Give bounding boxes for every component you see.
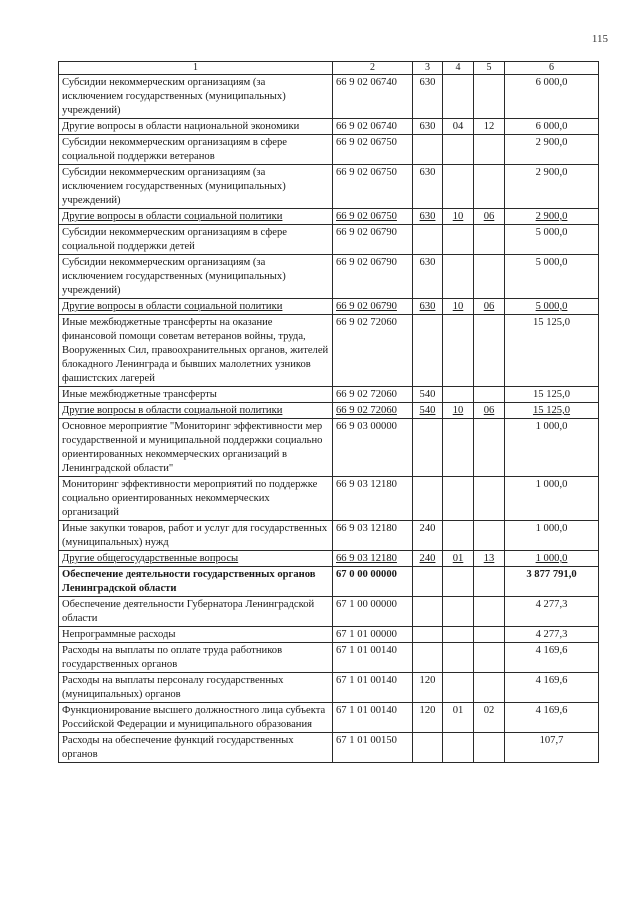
table-row — [59, 209, 599, 225]
row-col4-cell — [443, 135, 474, 165]
table-row — [59, 75, 599, 119]
row-col3-cell: 540 — [413, 387, 443, 403]
row-col3-cell: 240 — [413, 551, 443, 567]
budget-table — [58, 61, 599, 763]
row-col4-cell: 04 — [443, 119, 474, 135]
row-amount-cell: 1 000,0 — [505, 551, 599, 567]
row-amount-cell: 107,7 — [505, 733, 599, 763]
row-name-cell: Обеспечение деятельности Губернатора Ленинградской области — [59, 597, 333, 627]
table-row — [59, 643, 599, 673]
row-col5-cell: 06 — [474, 299, 505, 315]
row-col4-cell — [443, 255, 474, 299]
header-cell: 2 — [333, 62, 413, 75]
table-row — [59, 135, 599, 165]
row-col3-cell — [413, 627, 443, 643]
row-amount-cell: 5 000,0 — [505, 225, 599, 255]
row-col3-cell: 120 — [413, 673, 443, 703]
row-code-cell: 66 9 02 06750 — [333, 165, 413, 209]
row-col4-cell: 10 — [443, 403, 474, 419]
row-col5-cell: 12 — [474, 119, 505, 135]
row-col3-cell: 630 — [413, 75, 443, 119]
row-code-cell: 66 9 02 06740 — [333, 75, 413, 119]
row-code-cell: 66 9 02 06740 — [333, 119, 413, 135]
table-row — [59, 521, 599, 551]
row-col5-cell — [474, 733, 505, 763]
row-name-cell: Основное мероприятие "Мониторинг эффективности мер государственной и муниципальной поддержки социально ориентированных некоммерческих организаций в Ленинградской области" — [59, 419, 333, 477]
header-cell: 6 — [505, 62, 599, 75]
row-amount-cell: 4 277,3 — [505, 627, 599, 643]
row-col5-cell: 02 — [474, 703, 505, 733]
row-name-cell: Расходы на выплаты по оплате труда работников государственных органов — [59, 643, 333, 673]
row-name-cell: Непрограммные расходы — [59, 627, 333, 643]
row-code-cell: 66 9 03 12180 — [333, 551, 413, 567]
row-col3-cell: 630 — [413, 119, 443, 135]
header-cell: 1 — [59, 62, 333, 75]
row-code-cell: 66 9 02 72060 — [333, 315, 413, 387]
row-name-cell: Обеспечение деятельности государственных органов Ленинградской области — [59, 567, 333, 597]
row-name-cell: Другие вопросы в области национальной экономики — [59, 119, 333, 135]
row-col4-cell — [443, 521, 474, 551]
row-amount-cell: 1 000,0 — [505, 419, 599, 477]
row-col4-cell — [443, 643, 474, 673]
row-name-cell: Функционирование высшего должностного лица субъекта Российской Федерации и муниципального образования — [59, 703, 333, 733]
header-row — [59, 62, 599, 75]
table-row — [59, 299, 599, 315]
row-code-cell: 67 1 01 00150 — [333, 733, 413, 763]
row-name-cell: Другие вопросы в области социальной политики — [59, 299, 333, 315]
row-name-cell: Расходы на обеспечение функций государственных органов — [59, 733, 333, 763]
row-col5-cell — [474, 225, 505, 255]
row-col3-cell — [413, 419, 443, 477]
row-code-cell: 66 9 03 00000 — [333, 419, 413, 477]
row-name-cell: Субсидии некоммерческим организациям (за исключением государственных (муниципальных) учреждений) — [59, 75, 333, 119]
row-amount-cell: 4 169,6 — [505, 643, 599, 673]
table-row — [59, 673, 599, 703]
row-amount-cell: 15 125,0 — [505, 387, 599, 403]
row-code-cell: 67 1 01 00140 — [333, 703, 413, 733]
row-code-cell: 66 9 02 06790 — [333, 299, 413, 315]
row-col3-cell: 240 — [413, 521, 443, 551]
table-row — [59, 477, 599, 521]
row-col3-cell — [413, 225, 443, 255]
row-amount-cell: 1 000,0 — [505, 477, 599, 521]
row-name-cell: Другие общегосударственные вопросы — [59, 551, 333, 567]
row-col4-cell — [443, 567, 474, 597]
row-col5-cell: 13 — [474, 551, 505, 567]
table-row — [59, 567, 599, 597]
table-row — [59, 225, 599, 255]
row-col5-cell — [474, 627, 505, 643]
row-name-cell: Иные межбюджетные трансферты на оказание финансовой помощи советам ветеранов войны, труда, Вооруженных Сил, правоохранительных органов, жителей блокадного Ленинграда и бывших малолетних узников фашистских лагерей — [59, 315, 333, 387]
row-col3-cell: 630 — [413, 299, 443, 315]
table-row — [59, 419, 599, 477]
row-col5-cell — [474, 255, 505, 299]
row-col5-cell — [474, 165, 505, 209]
row-col5-cell — [474, 315, 505, 387]
row-col5-cell: 06 — [474, 403, 505, 419]
row-col5-cell — [474, 673, 505, 703]
row-col5-cell — [474, 643, 505, 673]
row-amount-cell: 15 125,0 — [505, 315, 599, 387]
row-amount-cell: 15 125,0 — [505, 403, 599, 419]
table-row — [59, 165, 599, 209]
row-col3-cell — [413, 315, 443, 387]
row-col3-cell — [413, 733, 443, 763]
row-col4-cell: 01 — [443, 551, 474, 567]
row-code-cell: 66 9 02 72060 — [333, 403, 413, 419]
row-name-cell: Другие вопросы в области социальной политики — [59, 403, 333, 419]
row-amount-cell: 5 000,0 — [505, 255, 599, 299]
row-col5-cell — [474, 135, 505, 165]
row-code-cell: 66 9 02 06750 — [333, 135, 413, 165]
row-col4-cell: 01 — [443, 703, 474, 733]
row-col4-cell — [443, 419, 474, 477]
row-col3-cell — [413, 567, 443, 597]
row-name-cell: Иные межбюджетные трансферты — [59, 387, 333, 403]
row-code-cell: 66 9 03 12180 — [333, 477, 413, 521]
row-col4-cell — [443, 673, 474, 703]
row-name-cell: Субсидии некоммерческим организациям в сфере социальной поддержки ветеранов — [59, 135, 333, 165]
row-col3-cell — [413, 597, 443, 627]
row-code-cell: 66 9 03 12180 — [333, 521, 413, 551]
row-col5-cell — [474, 75, 505, 119]
row-col5-cell — [474, 567, 505, 597]
row-code-cell: 66 9 02 06790 — [333, 225, 413, 255]
row-amount-cell: 2 900,0 — [505, 135, 599, 165]
row-amount-cell: 4 169,6 — [505, 673, 599, 703]
row-amount-cell: 4 169,6 — [505, 703, 599, 733]
row-name-cell: Субсидии некоммерческим организациям (за исключением государственных (муниципальных) учреждений) — [59, 165, 333, 209]
page-number: 115 — [591, 33, 608, 45]
row-code-cell: 66 9 02 06750 — [333, 209, 413, 225]
table-row — [59, 597, 599, 627]
header-cell: 3 — [413, 62, 443, 75]
row-col5-cell — [474, 597, 505, 627]
table-row — [59, 119, 599, 135]
row-amount-cell: 5 000,0 — [505, 299, 599, 315]
row-code-cell: 67 1 01 00000 — [333, 627, 413, 643]
row-code-cell: 67 1 01 00140 — [333, 673, 413, 703]
row-name-cell: Другие вопросы в области социальной политики — [59, 209, 333, 225]
row-code-cell: 66 9 02 72060 — [333, 387, 413, 403]
row-amount-cell: 3 877 791,0 — [505, 567, 599, 597]
row-col4-cell — [443, 165, 474, 209]
row-col4-cell — [443, 315, 474, 387]
table-row — [59, 627, 599, 643]
row-col4-cell — [443, 733, 474, 763]
row-col5-cell — [474, 521, 505, 551]
row-col5-cell — [474, 477, 505, 521]
row-amount-cell: 1 000,0 — [505, 521, 599, 551]
table-row — [59, 733, 599, 763]
row-amount-cell: 2 900,0 — [505, 209, 599, 225]
row-code-cell: 67 1 00 00000 — [333, 597, 413, 627]
row-name-cell: Иные закупки товаров, работ и услуг для государственных (муниципальных) нужд — [59, 521, 333, 551]
row-name-cell: Субсидии некоммерческим организациям в сфере социальной поддержки детей — [59, 225, 333, 255]
table-row — [59, 551, 599, 567]
row-col3-cell — [413, 135, 443, 165]
row-col3-cell — [413, 477, 443, 521]
row-name-cell: Субсидии некоммерческим организациям (за исключением государственных (муниципальных) учреждений) — [59, 255, 333, 299]
row-col5-cell: 06 — [474, 209, 505, 225]
row-col3-cell: 630 — [413, 209, 443, 225]
row-col3-cell: 540 — [413, 403, 443, 419]
row-col4-cell — [443, 477, 474, 521]
row-col3-cell — [413, 643, 443, 673]
table-row — [59, 315, 599, 387]
row-col3-cell: 120 — [413, 703, 443, 733]
row-amount-cell: 4 277,3 — [505, 597, 599, 627]
row-name-cell: Расходы на выплаты персоналу государственных (муниципальных) органов — [59, 673, 333, 703]
row-amount-cell: 6 000,0 — [505, 119, 599, 135]
row-col4-cell — [443, 225, 474, 255]
row-col4-cell — [443, 75, 474, 119]
row-amount-cell: 2 900,0 — [505, 165, 599, 209]
row-col3-cell: 630 — [413, 165, 443, 209]
row-amount-cell: 6 000,0 — [505, 75, 599, 119]
row-code-cell: 67 0 00 00000 — [333, 567, 413, 597]
header-cell: 4 — [443, 62, 474, 75]
row-col4-cell: 10 — [443, 209, 474, 225]
table-row — [59, 255, 599, 299]
row-code-cell: 66 9 02 06790 — [333, 255, 413, 299]
row-col3-cell: 630 — [413, 255, 443, 299]
row-col5-cell — [474, 387, 505, 403]
table-row — [59, 387, 599, 403]
row-col4-cell — [443, 597, 474, 627]
row-code-cell: 67 1 01 00140 — [333, 643, 413, 673]
row-col4-cell: 10 — [443, 299, 474, 315]
row-col5-cell — [474, 419, 505, 477]
row-name-cell: Мониторинг эффективности мероприятий по поддержке социально ориентированных некоммерческих организаций — [59, 477, 333, 521]
header-cell: 5 — [474, 62, 505, 75]
table-row — [59, 703, 599, 733]
row-col4-cell — [443, 387, 474, 403]
row-col4-cell — [443, 627, 474, 643]
table-row — [59, 403, 599, 419]
